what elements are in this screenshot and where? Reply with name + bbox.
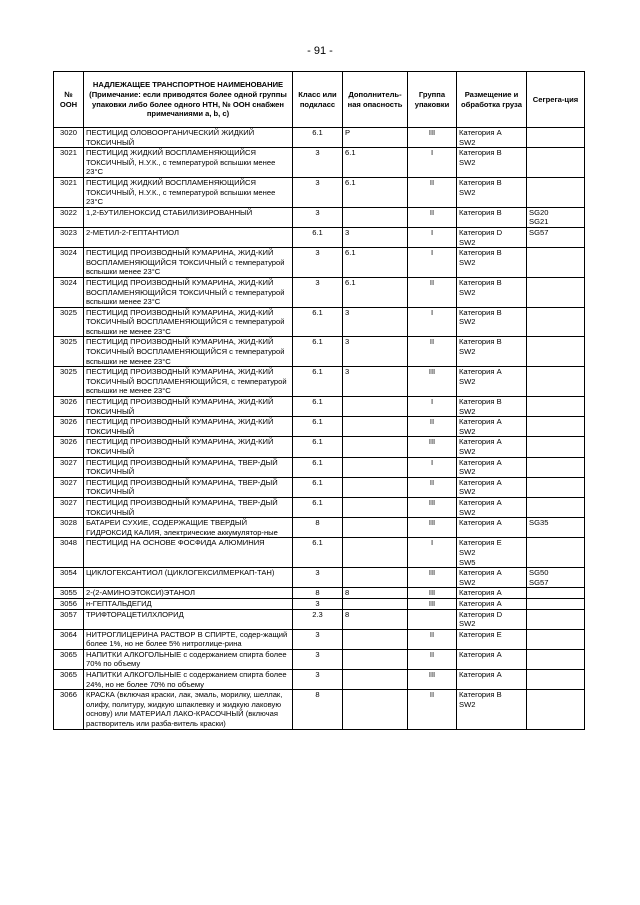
stowage-cell-line: Категория D <box>459 227 503 237</box>
table-row <box>54 207 585 227</box>
un-number-cell: 3022 <box>54 207 84 227</box>
stowage-cell-line: Категория A <box>459 128 502 137</box>
class-cell: 3 <box>293 629 343 649</box>
segregation-cell <box>527 598 585 609</box>
segregation-cell <box>527 568 585 588</box>
stowage-cell-line: Категория B <box>459 177 502 187</box>
shipping-name-cell: НАПИТКИ АЛКОГОЛЬНЫЕ с содержанием спирта более 24%, но не более 70% по объему <box>84 670 293 690</box>
stowage-cell-line: Категория B <box>459 207 502 217</box>
shipping-name-cell: ПЕСТИЦИД ЖИДКИЙ ВОСПЛАМЕНЯЮЩИЙСЯ ТОКСИЧНЫЙ, Н.У.К., с температурой вспышки менее 23°C <box>84 148 293 178</box>
stowage-cell-line: SW2 <box>459 347 476 357</box>
stowage-cell <box>457 598 527 609</box>
class-cell: 8 <box>293 690 343 729</box>
stowage-cell-line: SW2 <box>459 487 476 497</box>
stowage-cell <box>457 437 527 457</box>
segregation-cell <box>527 690 585 729</box>
stowage-cell-line: Категория A <box>459 588 502 598</box>
un-number-cell: 3024 <box>54 277 84 307</box>
un-number-cell: 3048 <box>54 538 84 568</box>
stowage-cell-line: SW2 <box>459 157 476 167</box>
table-row <box>54 518 585 538</box>
stowage-cell-line: SW2 <box>459 257 476 267</box>
stowage-cell-line: SW2 <box>459 699 476 709</box>
stowage-cell-line: Категория B <box>459 337 502 347</box>
table-row <box>54 538 585 568</box>
segregation-cell <box>527 337 585 367</box>
table-row <box>54 307 585 337</box>
class-cell: 6.1 <box>293 307 343 337</box>
subsidiary-risk-cell <box>343 497 408 517</box>
subsidiary-risk-cell: 6.1 <box>343 277 408 307</box>
shipping-name-cell: ПЕСТИЦИД ПРОИЗВОДНЫЙ КУМАРИНА, ЖИД-КИЙ ТОКСИЧНЫЙ <box>84 417 293 437</box>
packing-group-cell: III <box>408 598 457 609</box>
subsidiary-risk-cell <box>343 649 408 669</box>
packing-group-cell: II <box>408 629 457 649</box>
un-number-cell: 3021 <box>54 148 84 178</box>
shipping-name-cell: ПЕСТИЦИД ПРОИЗВОДНЫЙ КУМАРИНА, ЖИД-КИЙ ВОСПЛАМЕНЯЮЩИЙСЯ ТОКСИЧНЫЙ с температурой вспышки менее 23°C <box>84 277 293 307</box>
stowage-cell <box>457 609 527 629</box>
stowage-cell <box>457 307 527 337</box>
packing-group-cell: II <box>408 337 457 367</box>
stowage-cell <box>457 367 527 397</box>
header-segregation: Сегрега-ция <box>527 72 585 128</box>
subsidiary-risk-cell: 8 <box>343 588 408 599</box>
header-packing-group: Группа упаковки <box>408 72 457 128</box>
class-cell: 3 <box>293 568 343 588</box>
table-row <box>54 598 585 609</box>
table-row <box>54 609 585 629</box>
stowage-cell-line: Категория A <box>459 457 502 467</box>
header-stowage: Размещение и обработка груза <box>457 72 527 128</box>
shipping-name-cell: 2-МЕТИЛ-2-ГЕПТАНТИОЛ <box>84 227 293 247</box>
segregation-cell <box>527 307 585 337</box>
shipping-name-cell: ПЕСТИЦИД НА ОСНОВЕ ФОСФИДА АЛЮМИНИЯ <box>84 538 293 568</box>
subsidiary-risk-cell: 8 <box>343 609 408 629</box>
class-cell: 6.1 <box>293 417 343 437</box>
un-number-cell: 3020 <box>54 128 84 148</box>
segregation-cell <box>527 497 585 517</box>
table-row <box>54 457 585 477</box>
subsidiary-risk-cell: 3 <box>343 307 408 337</box>
packing-group-cell: II <box>408 477 457 497</box>
packing-group-cell: III <box>408 588 457 599</box>
stowage-cell-line: Категория B <box>459 277 502 287</box>
stowage-cell <box>457 588 527 599</box>
segregation-cell <box>527 397 585 417</box>
stowage-cell <box>457 227 527 247</box>
packing-group-cell <box>408 609 457 629</box>
table-row <box>54 248 585 278</box>
shipping-name-cell: 2-(2-АМИНОЭТОКСИ)ЭТАНОЛ <box>84 588 293 599</box>
stowage-cell-line: SW2 <box>459 619 476 629</box>
stowage-cell-line: Категория B <box>459 248 502 258</box>
stowage-cell <box>457 629 527 649</box>
shipping-name-cell: ПЕСТИЦИД ПРОИЗВОДНЫЙ КУМАРИНА, ТВЕР-ДЫЙ ТОКСИЧНЫЙ <box>84 477 293 497</box>
stowage-cell <box>457 397 527 417</box>
packing-group-cell: I <box>408 248 457 278</box>
segregation-cell <box>527 588 585 599</box>
un-number-cell: 3027 <box>54 477 84 497</box>
segregation-cell <box>527 437 585 457</box>
stowage-cell <box>457 649 527 669</box>
subsidiary-risk-cell: 3 <box>343 367 408 397</box>
stowage-cell-line: SW2 <box>459 237 476 247</box>
packing-group-cell: I <box>408 148 457 178</box>
table-row <box>54 367 585 397</box>
packing-group-cell: II <box>408 177 457 207</box>
shipping-name-cell: ЦИКЛОГЕКСАНТИОЛ (ЦИКЛОГЕКСИЛМЕРКАП-ТАН) <box>84 568 293 588</box>
stowage-cell-line: Категория B <box>459 148 502 158</box>
stowage-cell-line: Категория A <box>459 417 502 427</box>
stowage-cell-line: SW2 <box>459 426 476 436</box>
stowage-cell <box>457 538 527 568</box>
class-cell: 3 <box>293 649 343 669</box>
stowage-cell-line: Категория B <box>459 397 502 407</box>
table-body <box>54 128 585 730</box>
un-number-cell: 3023 <box>54 227 84 247</box>
un-number-cell: 3054 <box>54 568 84 588</box>
stowage-cell-line: Категория A <box>459 477 502 487</box>
segregation-cell <box>527 367 585 397</box>
class-cell: 6.1 <box>293 397 343 417</box>
class-cell: 6.1 <box>293 227 343 247</box>
table-row <box>54 568 585 588</box>
class-cell: 3 <box>293 277 343 307</box>
segregation-cell <box>527 477 585 497</box>
un-number-cell: 3027 <box>54 457 84 477</box>
shipping-name-cell: НИТРОГЛИЦЕРИНА РАСТВОР В СПИРТЕ, содер-жащий более 1%, но не более 5% нитроглице-рина <box>84 629 293 649</box>
segregation-cell <box>527 629 585 649</box>
table-row <box>54 128 585 148</box>
segregation-cell <box>527 538 585 568</box>
stowage-cell <box>457 690 527 729</box>
un-number-cell: 3064 <box>54 629 84 649</box>
stowage-cell <box>457 670 527 690</box>
class-cell: 6.1 <box>293 497 343 517</box>
table-row <box>54 148 585 178</box>
stowage-cell <box>457 497 527 517</box>
stowage-cell <box>457 148 527 178</box>
shipping-name-cell: ТРИФТОРАЦЕТИЛХЛОРИД <box>84 609 293 629</box>
stowage-cell <box>457 518 527 538</box>
stowage-cell-line: Категория B <box>459 307 502 317</box>
subsidiary-risk-cell: 6.1 <box>343 148 408 178</box>
packing-group-cell: I <box>408 457 457 477</box>
table-row <box>54 177 585 207</box>
segregation-cell <box>527 670 585 690</box>
un-number-cell: 3057 <box>54 609 84 629</box>
table-row <box>54 477 585 497</box>
packing-group-cell: III <box>408 437 457 457</box>
subsidiary-risk-cell <box>343 457 408 477</box>
table-row <box>54 437 585 457</box>
packing-group-cell: III <box>408 367 457 397</box>
class-cell: 3 <box>293 177 343 207</box>
subsidiary-risk-cell: P <box>343 128 408 148</box>
stowage-cell <box>457 177 527 207</box>
subsidiary-risk-cell <box>343 437 408 457</box>
class-cell: 6.1 <box>293 538 343 568</box>
segregation-cell <box>527 277 585 307</box>
stowage-cell <box>457 128 527 148</box>
table-row <box>54 417 585 437</box>
stowage-cell-line: SW2 <box>459 287 476 297</box>
table-row <box>54 629 585 649</box>
packing-group-cell: II <box>408 277 457 307</box>
shipping-name-cell: КРАСКА (включая краски, лак, эмаль, морилку, шеллак, олифу, политуру, жидкую шпаклевку и жидкую лаковую основу) или МАТЕРИАЛ ЛАКО-КРАСОЧНЫЙ (включая растворитель или разба-витель краски) <box>84 690 293 729</box>
un-number-cell: 3028 <box>54 518 84 538</box>
table-row <box>54 277 585 307</box>
segregation-cell-line: SG35 <box>529 518 549 528</box>
stowage-cell-line: Категория A <box>459 649 502 659</box>
dangerous-goods-table <box>53 71 585 730</box>
subsidiary-risk-cell: 6.1 <box>343 248 408 278</box>
stowage-cell-line: Категория E <box>459 538 502 548</box>
segregation-cell <box>527 128 585 148</box>
un-number-cell: 3026 <box>54 417 84 437</box>
stowage-cell-line: Категория A <box>459 497 502 507</box>
header-class: Класс или подкласс <box>293 72 343 128</box>
class-cell: 6.1 <box>293 437 343 457</box>
class-cell: 3 <box>293 148 343 178</box>
subsidiary-risk-cell <box>343 598 408 609</box>
table-row <box>54 397 585 417</box>
stowage-cell-line: SW2 <box>459 406 476 416</box>
segregation-cell <box>527 609 585 629</box>
shipping-name-cell: ПЕСТИЦИД ПРОИЗВОДНЫЙ КУМАРИНА, ЖИД-КИЙ ТОКСИЧНЫЙ <box>84 397 293 417</box>
shipping-name-cell: ПЕСТИЦИД ПРОИЗВОДНЫЙ КУМАРИНА, ЖИД-КИЙ ТОКСИЧНЫЙ <box>84 437 293 457</box>
subsidiary-risk-cell: 3 <box>343 337 408 367</box>
class-cell: 2.3 <box>293 609 343 629</box>
un-number-cell: 3055 <box>54 588 84 599</box>
header-name-note: (Примечание: если приводятся более одной группы упаковки либо более одного НТН, № ООН снабжен примечаниями a, b, c) <box>89 89 287 119</box>
shipping-name-cell: БАТАРЕИ СУХИЕ, СОДЕРЖАЩИЕ ТВЕРДЫЙ ГИДРОКСИД КАЛИЯ, электрические аккумулятор-ные <box>84 518 293 538</box>
segregation-cell <box>527 177 585 207</box>
class-cell: 6.1 <box>293 367 343 397</box>
stowage-cell-line: SW2 <box>459 137 476 147</box>
un-number-cell: 3025 <box>54 307 84 337</box>
stowage-cell <box>457 457 527 477</box>
stowage-cell-line: Категория E <box>459 629 502 639</box>
segregation-cell-line: SG50 <box>529 568 549 578</box>
shipping-name-cell: НАПИТКИ АЛКОГОЛЬНЫЕ с содержанием спирта более 70% по объему <box>84 649 293 669</box>
segregation-cell-line: SG57 <box>529 577 549 587</box>
stowage-cell-line: SW5 <box>459 557 476 567</box>
stowage-cell-line: Категория A <box>459 598 502 608</box>
un-number-cell: 3026 <box>54 397 84 417</box>
stowage-cell-line: SW2 <box>459 547 476 557</box>
subsidiary-risk-cell <box>343 518 408 538</box>
subsidiary-risk-cell <box>343 477 408 497</box>
page-number: - 91 - <box>307 45 333 57</box>
packing-group-cell: I <box>408 307 457 337</box>
shipping-name-cell: ПЕСТИЦИД ПРОИЗВОДНЫЙ КУМАРИНА, ЖИД-КИЙ ТОКСИЧНЫЙ ВОСПЛАМЕНЯЮЩИЙСЯ с температурой вспышки не менее 23°C <box>84 307 293 337</box>
stowage-cell <box>457 568 527 588</box>
subsidiary-risk-cell <box>343 690 408 729</box>
packing-group-cell: I <box>408 538 457 568</box>
subsidiary-risk-cell <box>343 397 408 417</box>
un-number-cell: 3027 <box>54 497 84 517</box>
subsidiary-risk-cell: 6.1 <box>343 177 408 207</box>
packing-group-cell: III <box>408 670 457 690</box>
packing-group-cell: II <box>408 417 457 437</box>
shipping-name-cell: 1,2-БУТИЛЕНОКСИД СТАБИЛИЗИРОВАННЫЙ <box>84 207 293 227</box>
table-row <box>54 227 585 247</box>
stowage-cell-line: Категория A <box>459 568 502 578</box>
class-cell: 3 <box>293 598 343 609</box>
stowage-cell <box>457 207 527 227</box>
packing-group-cell: III <box>408 128 457 148</box>
class-cell: 6.1 <box>293 128 343 148</box>
un-number-cell: 3066 <box>54 690 84 729</box>
shipping-name-cell: ПЕСТИЦИД ПРОИЗВОДНЫЙ КУМАРИНА, ТВЕР-ДЫЙ ТОКСИЧНЫЙ <box>84 497 293 517</box>
stowage-cell-line: SW2 <box>459 376 476 386</box>
subsidiary-risk-cell <box>343 670 408 690</box>
segregation-cell <box>527 518 585 538</box>
shipping-name-cell: н-ГЕПТАЛЬДЕГИД <box>84 598 293 609</box>
header-un-number: № ООН <box>54 72 84 128</box>
segregation-cell <box>527 148 585 178</box>
un-number-cell: 3026 <box>54 437 84 457</box>
stowage-cell-line: SW2 <box>459 187 476 197</box>
packing-group-cell: I <box>408 227 457 247</box>
class-cell: 3 <box>293 670 343 690</box>
segregation-cell-line: SG21 <box>529 217 549 227</box>
stowage-cell-line: Категория B <box>459 690 502 700</box>
stowage-cell <box>457 477 527 497</box>
header-proper-shipping-name <box>84 72 293 128</box>
stowage-cell <box>457 337 527 367</box>
stowage-cell-line: Категория A <box>459 518 502 528</box>
class-cell: 6.1 <box>293 457 343 477</box>
packing-group-cell: I <box>408 397 457 417</box>
table-row <box>54 649 585 669</box>
stowage-cell <box>457 248 527 278</box>
un-number-cell: 3025 <box>54 337 84 367</box>
shipping-name-cell: ПЕСТИЦИД ПРОИЗВОДНЫЙ КУМАРИНА, ЖИД-КИЙ ВОСПЛАМЕНЯЮЩИЙСЯ ТОКСИЧНЫЙ с температурой вспышки менее 23°C <box>84 248 293 278</box>
segregation-cell <box>527 207 585 227</box>
un-number-cell: 3065 <box>54 670 84 690</box>
class-cell: 3 <box>293 248 343 278</box>
segregation-cell-line: SG57 <box>529 227 549 237</box>
class-cell: 8 <box>293 588 343 599</box>
segregation-cell <box>527 649 585 669</box>
table-row <box>54 337 585 367</box>
shipping-name-cell: ПЕСТИЦИД ПРОИЗВОДНЫЙ КУМАРИНА, ЖИД-КИЙ ТОКСИЧНЫЙ ВОСПЛАМЕНЯЮЩИЙСЯ, с температурой вспышки не менее 23°C <box>84 367 293 397</box>
table-row <box>54 497 585 517</box>
un-number-cell: 3065 <box>54 649 84 669</box>
class-cell: 3 <box>293 207 343 227</box>
segregation-cell <box>527 417 585 437</box>
stowage-cell-line: SW2 <box>459 467 476 477</box>
un-number-cell: 3025 <box>54 367 84 397</box>
table-header-row <box>54 72 585 128</box>
stowage-cell-line: SW2 <box>459 507 476 517</box>
stowage-cell-line: Категория D <box>459 609 503 619</box>
un-number-cell: 3056 <box>54 598 84 609</box>
stowage-cell-line: Категория A <box>459 670 502 680</box>
packing-group-cell: III <box>408 568 457 588</box>
un-number-cell: 3024 <box>54 248 84 278</box>
stowage-cell-line: SW2 <box>459 447 476 456</box>
subsidiary-risk-cell <box>343 207 408 227</box>
shipping-name-cell: ПЕСТИЦИД ПРОИЗВОДНЫЙ КУМАРИНА, ТВЕР-ДЫЙ ТОКСИЧНЫЙ <box>84 457 293 477</box>
packing-group-cell: III <box>408 497 457 517</box>
header-name-title: НАДЛЕЖАЩЕЕ ТРАНСПОРТНОЕ НАИМЕНОВАНИЕ <box>92 80 284 90</box>
class-cell: 8 <box>293 518 343 538</box>
subsidiary-risk-cell <box>343 629 408 649</box>
subsidiary-risk-cell: 3 <box>343 227 408 247</box>
packing-group-cell: II <box>408 207 457 227</box>
stowage-cell-line: SW2 <box>459 577 476 587</box>
packing-group-cell: II <box>408 649 457 669</box>
subsidiary-risk-cell <box>343 417 408 437</box>
header-subsidiary-risk: Дополнитель-ная опасность <box>343 72 408 128</box>
stowage-cell-line: Категория A <box>459 367 502 377</box>
segregation-cell <box>527 457 585 477</box>
stowage-cell <box>457 417 527 437</box>
un-number-cell: 3021 <box>54 177 84 207</box>
stowage-cell <box>457 277 527 307</box>
table-row <box>54 588 585 599</box>
segregation-cell <box>527 227 585 247</box>
shipping-name-cell: ПЕСТИЦИД ОЛОВООРГАНИЧЕСКИЙ ЖИДКИЙ ТОКСИЧНЫЙ <box>84 128 293 148</box>
shipping-name-cell: ПЕСТИЦИД ЖИДКИЙ ВОСПЛАМЕНЯЮЩИЙСЯ ТОКСИЧНЫЙ, Н.У.К., с температурой вспышки менее 23°C <box>84 177 293 207</box>
stowage-cell-line: SW2 <box>459 317 476 327</box>
packing-group-cell: III <box>408 518 457 538</box>
stowage-cell-line: Категория A <box>459 437 502 447</box>
packing-group-cell: II <box>408 690 457 729</box>
table-row <box>54 670 585 690</box>
table-row <box>54 690 585 729</box>
subsidiary-risk-cell <box>343 538 408 568</box>
class-cell: 6.1 <box>293 337 343 367</box>
subsidiary-risk-cell <box>343 568 408 588</box>
class-cell: 6.1 <box>293 477 343 497</box>
segregation-cell-line: SG20 <box>529 207 549 217</box>
segregation-cell <box>527 248 585 278</box>
shipping-name-cell: ПЕСТИЦИД ПРОИЗВОДНЫЙ КУМАРИНА, ЖИД-КИЙ ТОКСИЧНЫЙ ВОСПЛАМЕНЯЮЩИЙСЯ с температурой вспышки не менее 23°C <box>84 337 293 367</box>
